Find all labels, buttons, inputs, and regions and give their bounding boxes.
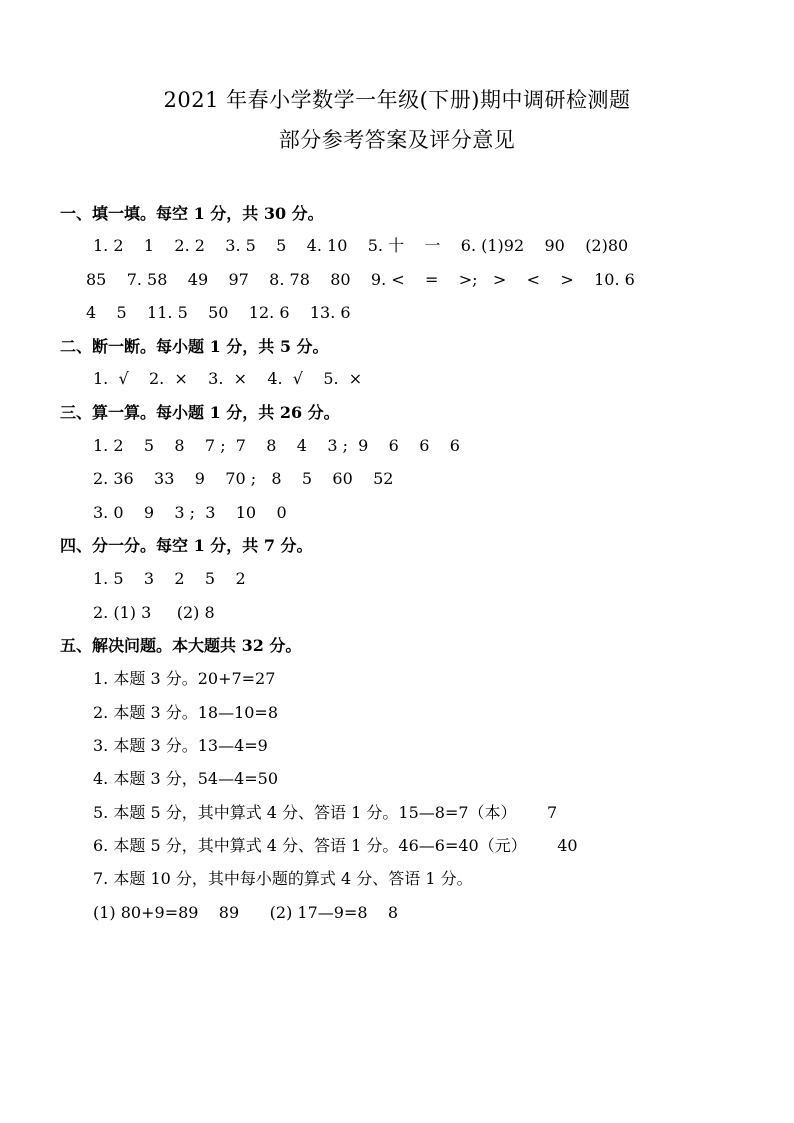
section-heading-fill-in: 一、填一填。每空 1 分，共 30 分。 xyxy=(60,204,324,223)
answer-line: 3. 本题 3 分。13—4=9 xyxy=(93,736,268,755)
section-heading-divide: 四、分一分。每空 1 分，共 7 分。 xyxy=(60,536,313,555)
answer-line: 1. 本题 3 分。20+7=27 xyxy=(93,669,276,688)
answer-line: 1. 2 1 2. 2 3. 5 5 4. 10 5. 十 一 6. (1)92 90 (2)80 xyxy=(93,236,629,255)
answer-line: 4. 本题 3 分，54—4=50 xyxy=(93,769,279,788)
section-heading-calculate: 三、算一算。每小题 1 分，共 26 分。 xyxy=(60,403,340,422)
section-heading-true-false: 二、断一断。每小题 1 分，共 5 分。 xyxy=(60,337,329,356)
answer-line: 3. 0 9 3 ; 3 10 0 xyxy=(93,503,287,522)
answer-line: 2. 本题 3 分。18—10=8 xyxy=(93,703,279,722)
answer-line: 5. 本题 5 分，其中算式 4 分、答语 1 分。15—8=7（本） 7 xyxy=(93,803,558,822)
answer-line: 4 5 11. 5 50 12. 6 13. 6 xyxy=(86,303,351,322)
answer-line: 6. 本题 5 分，其中算式 4 分、答语 1 分。46—6=40（元） 40 xyxy=(93,836,578,855)
answer-line: 2. (1) 3 (2) 8 xyxy=(93,603,215,622)
answer-line: 7. 本题 10 分，其中每小题的算式 4 分、答语 1 分。 xyxy=(93,869,473,888)
document-subtitle: 部分参考答案及评分意见 xyxy=(278,128,516,152)
answer-line: 1. 5 3 2 5 2 xyxy=(93,569,246,588)
answer-line: 85 7. 58 49 97 8. 78 80 9. < = >; > < > 10. 6 xyxy=(86,270,635,289)
document-title: 2021 年春小学数学一年级(下册)期中调研检测题 xyxy=(163,88,631,112)
answer-line: (1) 80+9=89 89 (2) 17—9=8 8 xyxy=(93,903,399,922)
answer-line: 2. 36 33 9 70 ; 8 5 60 52 xyxy=(93,469,394,488)
answer-line: 1. √ 2. × 3. × 4. √ 5. × xyxy=(93,369,363,388)
section-heading-word-problems: 五、解决问题。本大题共 32 分。 xyxy=(60,636,302,655)
answer-line: 1. 2 5 8 7 ; 7 8 4 3 ; 9 6 6 6 xyxy=(93,436,460,455)
